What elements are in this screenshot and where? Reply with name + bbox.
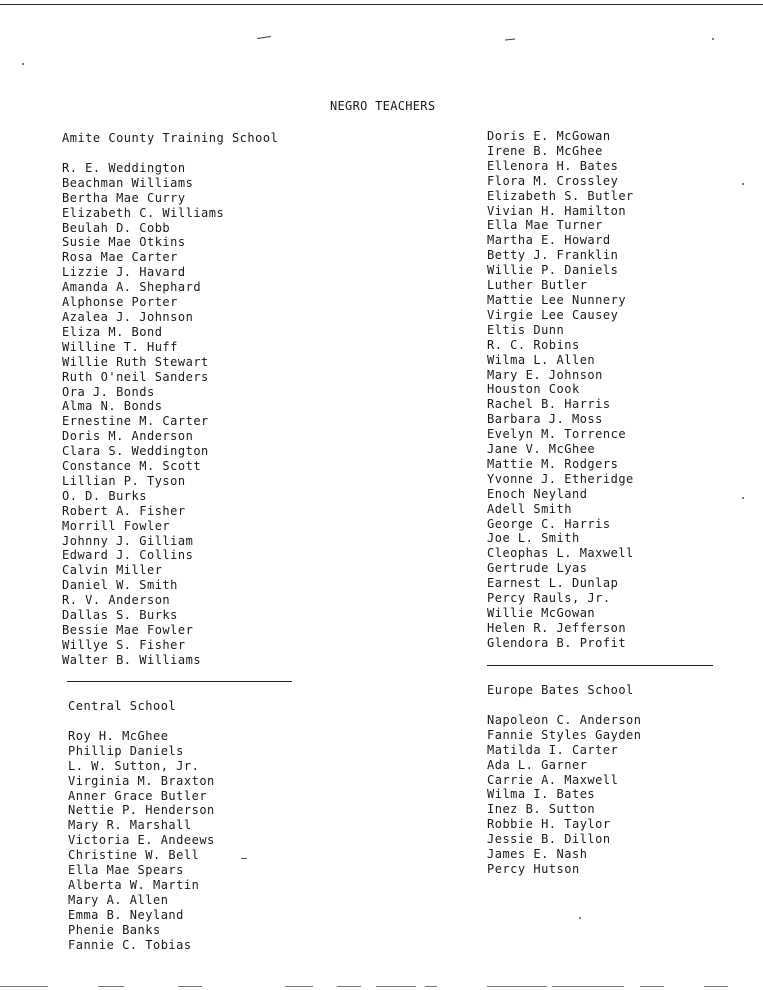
teacher-name: Flora M. Crossley: [487, 173, 619, 188]
teacher-name: Percy Hutson: [487, 861, 580, 876]
teacher-name: Mary R. Marshall: [68, 818, 192, 833]
teacher-name: Phillip Daniels: [68, 743, 184, 758]
teacher-name: Mattie M. Rodgers: [487, 456, 619, 471]
amite-section: [62, 131, 278, 668]
teacher-name: Ella Mae Spears: [68, 863, 184, 878]
scan-mark: [640, 986, 664, 987]
teacher-name: Christine W. Bell: [68, 848, 200, 863]
scan-speck: [241, 858, 247, 859]
teacher-name: Constance M. Scott: [62, 459, 202, 474]
teacher-name: Bessie Mae Fowler: [62, 623, 194, 637]
section-divider-left: [67, 681, 292, 682]
teacher-name: Ernestine M. Carter: [62, 414, 209, 429]
teacher-name: Irene B. McGhee: [487, 143, 603, 158]
scan-mark: [0, 986, 48, 987]
teacher-name: Ada L. Garner: [487, 757, 588, 772]
scan-speck: [742, 183, 744, 185]
teacher-name: R. E. Weddington: [62, 160, 186, 175]
teacher-name: R. V. Anderson: [62, 593, 171, 608]
teacher-name: Robert A. Fisher: [62, 503, 186, 518]
scan-speck: [22, 63, 24, 65]
teacher-name: Phenie Banks: [68, 922, 161, 937]
scan-mark: [487, 986, 547, 987]
teacher-name: Elizabeth S. Butler: [487, 188, 634, 203]
teacher-name: Virginia M. Braxton: [68, 773, 215, 788]
teacher-name: Johnny J. Gilliam: [62, 533, 194, 548]
teacher-name: Robbie H. Taylor: [487, 817, 611, 832]
teacher-name: Morrill Fowler: [62, 518, 171, 533]
page-title: NEGRO TEACHERS: [330, 99, 436, 113]
section-heading-europe: Europe Bates School: [487, 683, 634, 697]
teacher-name: R. C. Robins: [487, 337, 580, 352]
scan-mark: [704, 986, 728, 987]
amite-name-list: [62, 161, 278, 668]
scan-mark: [285, 986, 313, 987]
teacher-name: Glendora B. Profit: [487, 635, 627, 650]
teacher-name: George C. Harris: [487, 516, 611, 531]
teacher-name: Walter B. Williams: [62, 652, 202, 667]
teacher-name: Amanda A. Shephard: [62, 280, 202, 295]
teacher-name: Doris E. McGowan: [487, 129, 611, 143]
teacher-name: Gertrude Lyas: [487, 561, 588, 576]
teacher-name: Dallas S. Burks: [62, 608, 178, 623]
central-section: [68, 699, 215, 953]
teacher-name: Matilda I. Carter: [487, 742, 619, 757]
scan-mark: [337, 986, 361, 987]
teacher-name: Virgie Lee Causey: [487, 307, 619, 322]
teacher-name: Roy H. McGhee: [68, 728, 169, 743]
teacher-name: Carrie A. Maxwell: [487, 772, 619, 787]
scan-speck: [742, 497, 744, 499]
teacher-name: Joe L. Smith: [487, 531, 580, 546]
teacher-name: Edward J. Collins: [62, 548, 194, 563]
central-name-list: [68, 729, 215, 953]
scan-speck: [712, 38, 714, 40]
teacher-name: Rosa Mae Carter: [62, 250, 178, 265]
amite-section-continued: [487, 129, 634, 651]
teacher-name: Mary E. Johnson: [487, 367, 603, 382]
teacher-name: Yvonne J. Etheridge: [487, 471, 634, 486]
teacher-name: Mattie Lee Nunnery: [487, 292, 627, 307]
teacher-name: Adell Smith: [487, 501, 572, 516]
teacher-name: Earnest L. Dunlap: [487, 576, 619, 591]
teacher-name: Eliza M. Bond: [62, 324, 163, 339]
teacher-name: Alphonse Porter: [62, 295, 178, 310]
scan-mark: [257, 36, 271, 39]
teacher-name: Ruth O'neil Sanders: [62, 369, 209, 384]
teacher-name: Inez B. Sutton: [487, 802, 596, 817]
teacher-name: O. D. Burks: [62, 488, 147, 503]
teacher-name: Houston Cook: [487, 382, 580, 397]
teacher-name: Victoria E. Andeews: [68, 833, 215, 848]
teacher-name: Willine T. Huff: [62, 339, 178, 354]
teacher-name: Fannie C. Tobias: [68, 937, 192, 952]
teacher-name: Wilma I. Bates: [487, 787, 596, 802]
teacher-name: Alberta W. Martin: [68, 877, 200, 892]
top-edge-line: [0, 4, 763, 5]
teacher-name: Helen R. Jefferson: [487, 620, 627, 635]
europe-name-list: [487, 713, 642, 877]
teacher-name: Bertha Mae Curry: [62, 190, 186, 205]
teacher-name: Daniel W. Smith: [62, 578, 178, 593]
teacher-name: Cleophas L. Maxwell: [487, 546, 634, 561]
scan-mark: [552, 986, 624, 987]
teacher-name: Mary A. Allen: [68, 892, 169, 907]
section-divider-right: [487, 665, 713, 666]
teacher-name: Vivian H. Hamilton: [487, 203, 627, 218]
teacher-name: Barbara J. Moss: [487, 412, 603, 427]
teacher-name: Lizzie J. Havard: [62, 265, 186, 280]
teacher-name: Doris M. Anderson: [62, 429, 194, 444]
teacher-name: Willie McGowan: [487, 606, 596, 620]
europe-section: [487, 683, 642, 877]
scan-mark: [178, 986, 202, 987]
teacher-name: Jane V. McGhee: [487, 442, 596, 457]
teacher-name: L. W. Sutton, Jr.: [68, 758, 200, 773]
teacher-name: Wilma L. Allen: [487, 352, 596, 367]
amite-continued-name-list: [487, 129, 634, 651]
scan-speck: [579, 917, 581, 919]
teacher-name: Eltis Dunn: [487, 322, 565, 337]
teacher-name: Willye S. Fisher: [62, 637, 186, 652]
teacher-name: Percy Rauls, Jr.: [487, 591, 611, 606]
teacher-name: Lillian P. Tyson: [62, 473, 186, 488]
teacher-name: Evelyn M. Torrence: [487, 427, 627, 442]
teacher-name: Napoleon C. Anderson: [487, 712, 642, 727]
teacher-name: Willie P. Daniels: [487, 263, 619, 278]
scan-mark: [98, 986, 124, 987]
section-heading-central: Central School: [68, 699, 177, 713]
teacher-name: Betty J. Franklin: [487, 248, 619, 263]
teacher-name: Emma B. Neyland: [68, 907, 184, 922]
teacher-name: Susie Mae Otkins: [62, 235, 186, 250]
teacher-name: Elizabeth C. Williams: [62, 205, 225, 220]
teacher-name: Beachman Williams: [62, 175, 194, 190]
teacher-name: Calvin Miller: [62, 563, 163, 578]
teacher-name: Beulah D. Cobb: [62, 220, 171, 235]
teacher-name: Jessie B. Dillon: [487, 832, 611, 847]
teacher-name: Willie Ruth Stewart: [62, 354, 209, 369]
teacher-name: Ora J. Bonds: [62, 384, 155, 399]
scan-mark: [425, 986, 437, 987]
teacher-name: Ellenora H. Bates: [487, 158, 619, 173]
scan-mark: [376, 986, 416, 987]
teacher-name: Luther Butler: [487, 278, 588, 293]
teacher-name: James E. Nash: [487, 847, 588, 862]
section-heading-amite: Amite County Training School: [62, 131, 279, 145]
teacher-name: Azalea J. Johnson: [62, 309, 194, 324]
teacher-name: Alma N. Bonds: [62, 399, 163, 414]
teacher-name: Martha E. Howard: [487, 233, 611, 248]
teacher-name: Fannie Styles Gayden: [487, 727, 642, 742]
teacher-name: Enoch Neyland: [487, 486, 588, 501]
teacher-name: Anner Grace Butler: [68, 788, 208, 803]
teacher-name: Rachel B. Harris: [487, 397, 611, 412]
teacher-name: Clara S. Weddington: [62, 444, 209, 459]
teacher-name: Ella Mae Turner: [487, 218, 603, 233]
scan-mark: [505, 38, 515, 40]
teacher-name: Nettie P. Henderson: [68, 803, 215, 818]
